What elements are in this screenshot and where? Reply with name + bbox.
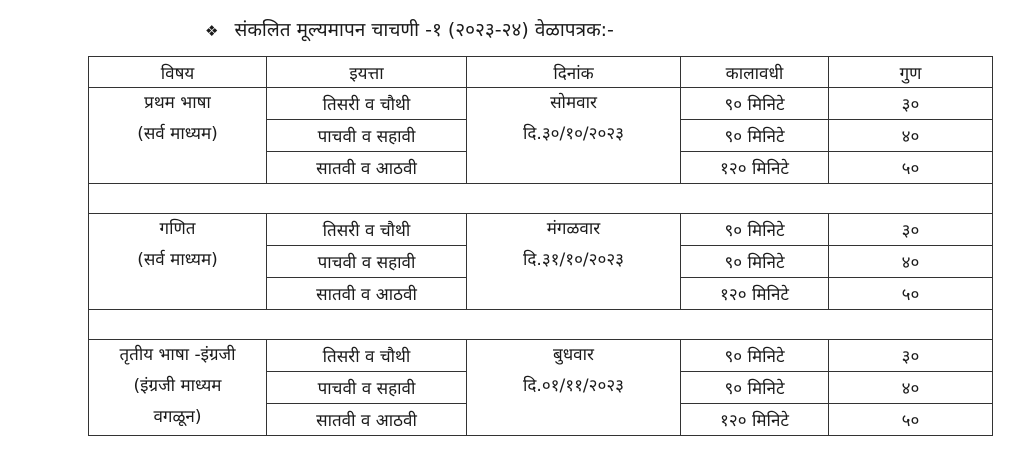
table-header-row — [89, 57, 993, 88]
grade-cell: तिसरी व चौथी — [267, 214, 467, 246]
subject-cell — [89, 340, 267, 436]
subject-cell — [89, 88, 267, 184]
duration-cell: १२० मिनिटे — [681, 278, 829, 310]
title-text: संकलित मूल्यमापन चाचणी -१ (२०२३-२४) वेळापत्रक:- — [234, 19, 614, 41]
marks-cell: ३० — [829, 214, 993, 246]
subject-line: वगळून) — [153, 407, 202, 427]
subject-cell — [89, 214, 267, 310]
schedule-table — [88, 56, 993, 436]
marks-cell: ३० — [829, 340, 993, 372]
duration-cell: ९० मिनिटे — [681, 372, 829, 404]
spacer-row — [89, 184, 993, 214]
day-name: बुधवार — [553, 345, 594, 365]
subject-line: प्रथम भाषा — [144, 93, 211, 113]
exam-date: दि.०१/११/२०२३ — [522, 376, 624, 396]
marks-cell: ४० — [829, 120, 993, 152]
duration-cell: ९० मिनिटे — [681, 120, 829, 152]
header-subject: विषय — [89, 57, 267, 88]
grade-cell: तिसरी व चौथी — [267, 88, 467, 120]
grade-cell: तिसरी व चौथी — [267, 340, 467, 372]
exam-date: दि.३०/१०/२०२३ — [522, 124, 624, 144]
duration-cell: ९० मिनिटे — [681, 214, 829, 246]
grade-cell: पाचवी व सहावी — [267, 246, 467, 278]
header-date: दिनांक — [467, 57, 681, 88]
marks-cell: ५० — [829, 152, 993, 184]
page-title — [205, 18, 614, 43]
header-duration: कालावधी — [681, 57, 829, 88]
subject-line: गणित — [159, 219, 196, 239]
day-name: सोमवार — [550, 93, 597, 113]
date-cell — [467, 214, 681, 310]
marks-cell: ३० — [829, 88, 993, 120]
day-name: मंगळवार — [546, 219, 601, 239]
subject-line: (सर्व माध्यम) — [137, 250, 218, 270]
bullet-icon: ❖ — [205, 22, 219, 40]
duration-cell: ९० मिनिटे — [681, 88, 829, 120]
duration-cell: १२० मिनिटे — [681, 152, 829, 184]
duration-cell: १२० मिनिटे — [681, 404, 829, 436]
header-grade: इयत्ता — [267, 57, 467, 88]
subject-line: (सर्व माध्यम) — [137, 124, 218, 144]
header-marks: गुण — [829, 57, 993, 88]
grade-cell: पाचवी व सहावी — [267, 372, 467, 404]
date-cell — [467, 88, 681, 184]
table-row — [89, 214, 993, 246]
duration-cell: ९० मिनिटे — [681, 246, 829, 278]
grade-cell: सातवी व आठवी — [267, 278, 467, 310]
spacer-cell — [89, 310, 993, 340]
subject-line: तृतीय भाषा -इंग्रजी — [119, 345, 236, 365]
table-row — [89, 340, 993, 372]
grade-cell: सातवी व आठवी — [267, 404, 467, 436]
grade-cell: सातवी व आठवी — [267, 152, 467, 184]
marks-cell: ४० — [829, 246, 993, 278]
grade-cell: पाचवी व सहावी — [267, 120, 467, 152]
marks-cell: ४० — [829, 372, 993, 404]
exam-date: दि.३१/१०/२०२३ — [522, 250, 624, 270]
spacer-cell — [89, 184, 993, 214]
table-row — [89, 88, 993, 120]
duration-cell: ९० मिनिटे — [681, 340, 829, 372]
spacer-row — [89, 310, 993, 340]
marks-cell: ५० — [829, 404, 993, 436]
marks-cell: ५० — [829, 278, 993, 310]
subject-line: (इंग्रजी माध्यम — [133, 376, 222, 396]
date-cell — [467, 340, 681, 436]
